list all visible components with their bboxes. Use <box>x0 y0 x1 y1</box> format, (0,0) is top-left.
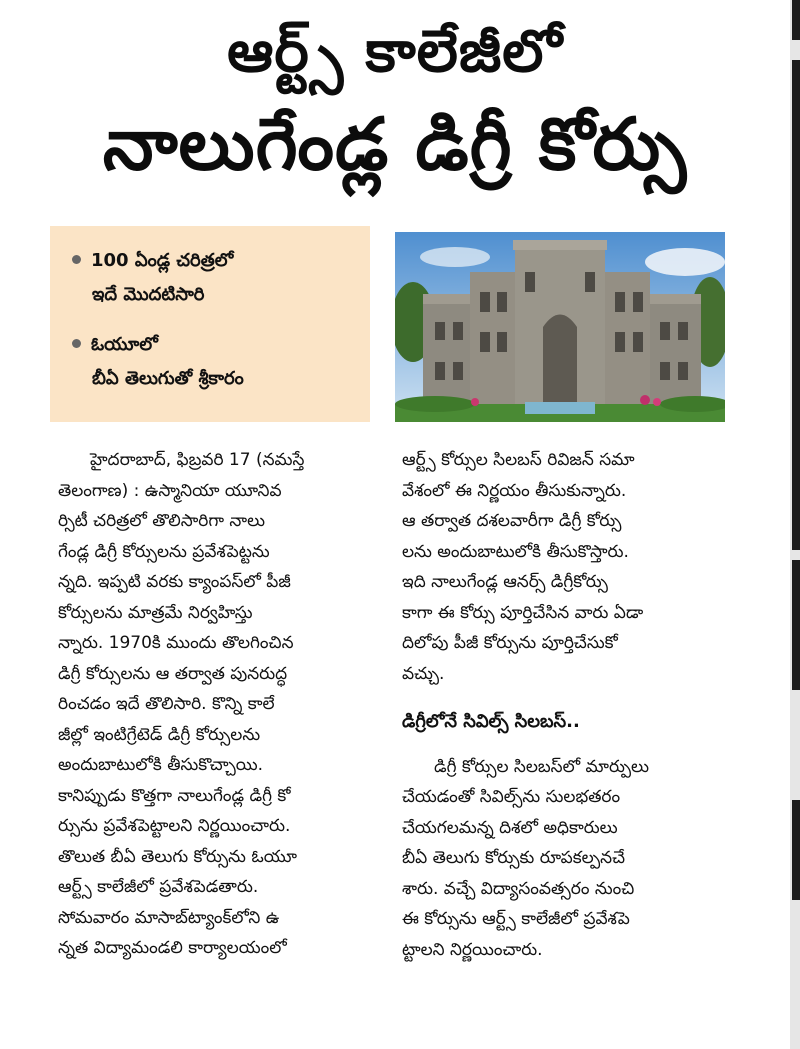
text-line: ఆర్ట్స్ కాలేజీలో ప్రవేశపెడతారు. <box>58 877 259 897</box>
highlight-line <box>72 328 356 362</box>
highlight-line: బీఏ తెలుగుతో శ్రీకారం <box>92 368 244 389</box>
text-line: దిలోపు పీజీ కోర్సును పూర్తిచేసుకో <box>402 633 618 653</box>
bullet-icon <box>72 255 81 264</box>
article-body <box>0 445 790 1049</box>
text-line: ర్సిటీ చరిత్రలో తొలిసారిగా నాలు <box>58 511 266 531</box>
text-line: చేయడంతో సివిల్స్‌ను సులభతరం <box>402 787 621 807</box>
text-line: ట్టాలని నిర్ణయించారు. <box>402 939 543 960</box>
text-line: కాగా ఈ కోర్సు పూర్తిచేసిన వారు ఏడా <box>402 602 644 623</box>
text-line: జీల్లో ఇంటిగ్రేటెడ్ డిగ్రీ కోర్సులను <box>58 724 261 745</box>
highlights-box <box>50 226 370 422</box>
text-line: రించడం ఇదే తొలిసారి. కొన్ని కాలే <box>58 694 275 714</box>
text-line: కోర్సులను మాత్రమే నిర్వహిస్తు <box>58 602 253 623</box>
text-line: డిగ్రీ కోర్సుల సిలబస్‌లో మార్పులు <box>434 756 649 777</box>
edge-mark <box>792 60 800 550</box>
headline-line-2: నాలుగేండ్ల డిగ్రీ కోర్సు <box>102 102 688 186</box>
text-line: న్నారు. 1970కి ముందు తొలగించిన <box>58 633 294 653</box>
highlight-text: 100 ఏండ్ల చరిత్రలో <box>91 250 234 271</box>
headline-line-1: ఆర్ట్స్ కాలేజీలో <box>227 17 563 85</box>
text-line: తొలుత బీఏ తెలుగు కోర్సును ఓయూ <box>58 846 297 867</box>
article-subheading: డిగ్రీలోనే సివిల్స్ సిలబస్.. <box>402 711 580 732</box>
text-line: ఆ తర్వాత దశలవారీగా డిగ్రీ కోర్సు <box>402 511 622 531</box>
text-line: డిగ్రీ కోర్సులను ఆ తర్వాత పునరుద్ధ <box>58 663 288 684</box>
edge-mark <box>792 800 800 900</box>
building-photo <box>395 232 725 422</box>
text-line: న్నత విద్యామండలి కార్యాలయంలో <box>58 938 287 958</box>
text-line: న్నది. ఇప్పటి వరకు క్యాంపస్‌లో పీజీ <box>58 572 291 592</box>
text-line: ఇది నాలుగేండ్ల ఆనర్స్ డిగ్రీకోర్సు <box>402 572 608 592</box>
text-line: తెలంగాణ) : ఉస్మానియా యూనివ <box>58 480 282 501</box>
edge-mark <box>792 0 800 40</box>
building-illustration <box>395 232 725 422</box>
text-line: హైదరాబాద్, ఫిబ్రవరి 17 (నమస్తే <box>90 450 305 470</box>
text-line: శారు. వచ్చే విద్యాసంవత్సరం నుంచి <box>402 878 635 899</box>
text-line: లను అందుబాటులోకి తీసుకొస్తారు. <box>402 541 629 562</box>
text-line: వేశంలో ఈ నిర్ణయం తీసుకున్నారు. <box>402 480 627 501</box>
text-line: కానిప్పుడు కొత్తగా నాలుగేండ్ల డిగ్రీ కో <box>58 785 291 806</box>
text-line: అందుబాటులోకి తీసుకొచ్చాయి. <box>58 755 264 775</box>
highlight-item <box>72 328 356 396</box>
text-line: ర్సును ప్రవేశపెట్టాలని నిర్ణయించారు. <box>58 816 291 836</box>
text-line: సోమవారం మాసాబ్‌ట్యాంక్‌లోని ఉ <box>58 907 280 928</box>
page-edge <box>790 0 800 1049</box>
text-line: ఈ కోర్సును ఆర్ట్స్ కాలేజీలో ప్రవేశపె <box>402 909 630 929</box>
highlight-line: ఇదే మొదటిసారి <box>92 284 205 305</box>
text-line: వచ్చు. <box>402 663 445 684</box>
bullet-icon <box>72 339 81 348</box>
article-left-column <box>58 445 386 964</box>
text-line: బీఏ తెలుగు కోర్సుకు రూపకల్పనచే <box>402 848 626 868</box>
highlight-text: ఓయూలో <box>91 334 158 355</box>
article-right-column <box>402 445 732 965</box>
text-line: చేయగలమన్న దిశలో అధికారులు <box>402 817 618 838</box>
highlight-line <box>72 244 356 278</box>
highlight-item <box>72 244 356 312</box>
edge-mark <box>792 560 800 690</box>
text-line: గేండ్ల డిగ్రీ కోర్సులను ప్రవేశపెట్టను <box>58 541 270 562</box>
text-line: ఆర్ట్స్ కోర్సుల సిలబస్ రివిజన్ సమా <box>402 450 635 470</box>
